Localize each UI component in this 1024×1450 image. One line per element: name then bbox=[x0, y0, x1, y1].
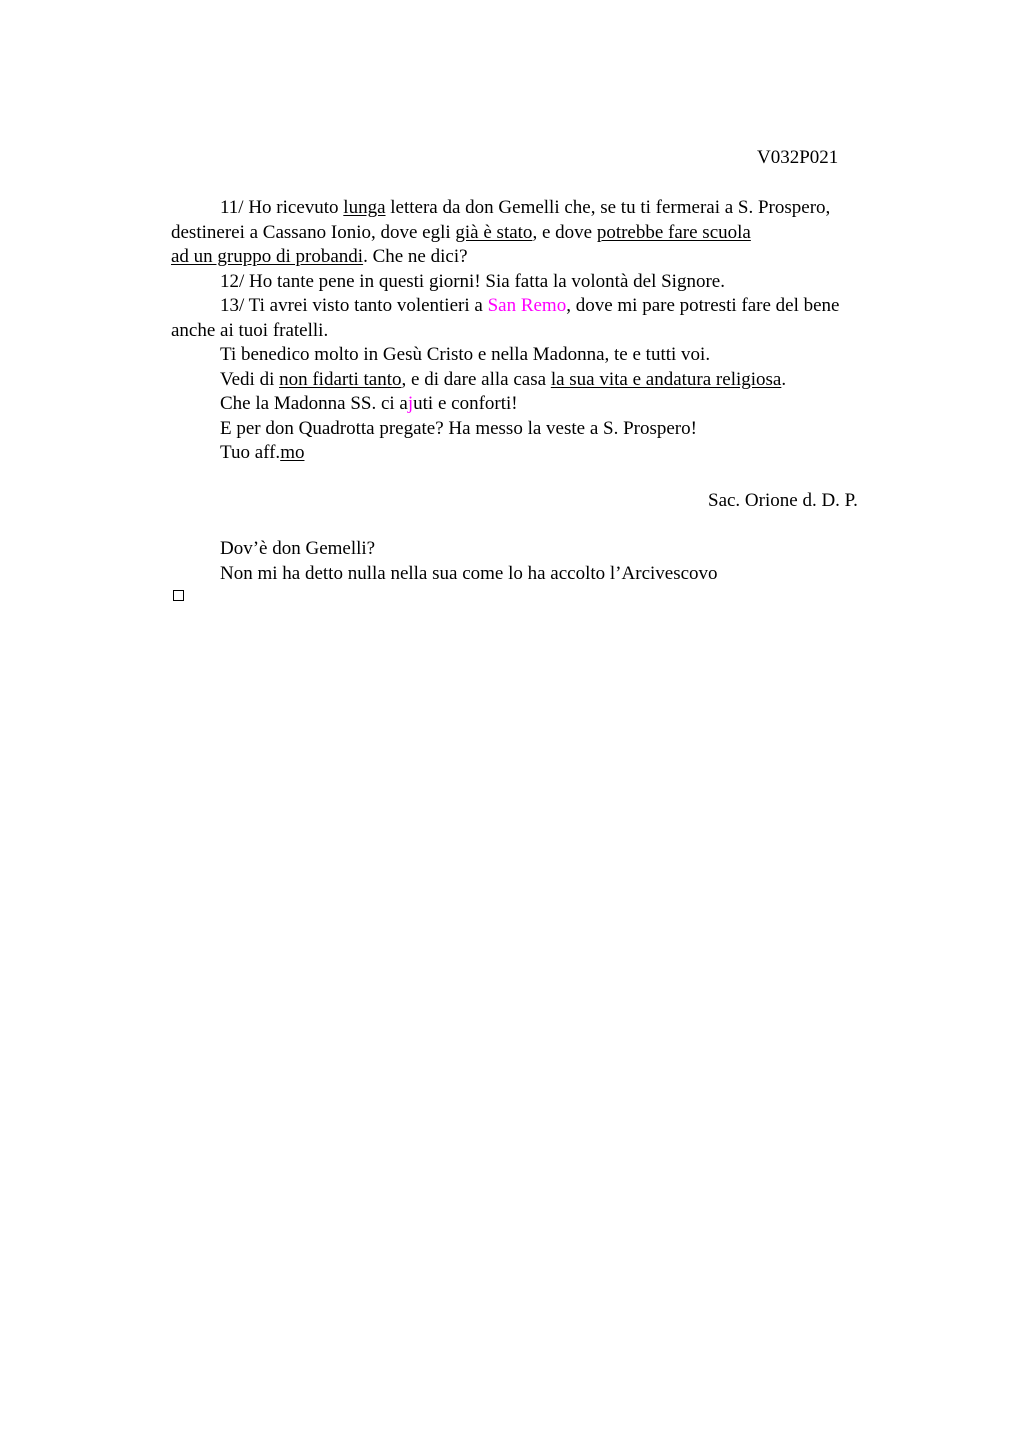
madonna-line bbox=[171, 392, 906, 417]
underlined-text: già è stato bbox=[455, 221, 533, 243]
postscript-line-1: Dov’è don Gemelli? bbox=[220, 538, 376, 559]
paragraph-11-line-3 bbox=[171, 245, 906, 270]
blessing-line: Ti benedico molto in Gesù Cristo e nella Madonna, te e tutti voi. bbox=[220, 344, 711, 365]
page-id: V032P021 bbox=[757, 147, 839, 168]
text-segment: , dove mi pare potresti fare del bene bbox=[566, 295, 840, 316]
text-segment: . Che ne dici? bbox=[363, 246, 468, 267]
underlined-text: la sua vita e andatura religiosa bbox=[550, 368, 782, 390]
highlighted-letter: j bbox=[407, 393, 414, 414]
postscript-line-2: Non mi ha detto nulla nella sua come lo ha accolto l’Arcivescovo bbox=[220, 562, 718, 584]
text-segment: 13/ Ti avrei visto tanto volentieri a bbox=[220, 295, 488, 316]
underlined-text: lunga bbox=[343, 197, 386, 218]
text-segment: uti e conforti! bbox=[413, 393, 518, 414]
closing-line bbox=[171, 441, 906, 466]
underlined-text: potrebbe fare scuola bbox=[596, 221, 751, 243]
text-segment: Che la Madonna SS. ci a bbox=[220, 393, 408, 414]
letter-body bbox=[171, 196, 906, 466]
paragraph-11-line-1 bbox=[171, 196, 906, 221]
paragraph-12: 12/ Ho tante pene in questi giorni! Sia fatta la volontà del Signore. bbox=[220, 270, 725, 292]
signature: Sac. Orione d. D. P. bbox=[708, 490, 858, 511]
text-segment: , e di dare alla casa bbox=[401, 368, 551, 390]
text-segment: destinerei a Cassano Ionio, dove egli bbox=[171, 221, 456, 243]
underlined-text: mo bbox=[280, 442, 305, 463]
text-segment: lettera da don Gemelli che, se tu ti fermerai a S. Prospero, bbox=[385, 197, 831, 218]
highlighted-place-name: San Remo bbox=[487, 295, 567, 316]
text-segment: Vedi di bbox=[220, 368, 280, 390]
text-segment: , e dove bbox=[532, 221, 597, 243]
vedi-line bbox=[171, 368, 906, 393]
paragraph-13-line-2: anche ai tuoi fratelli. bbox=[171, 319, 329, 341]
postscript bbox=[171, 537, 906, 586]
paragraph-11-line-2 bbox=[171, 221, 906, 246]
underlined-text: ad un gruppo di probandi bbox=[171, 246, 364, 267]
text-segment: Tuo aff. bbox=[220, 442, 281, 463]
paragraph-13-line-1 bbox=[171, 294, 906, 319]
underlined-text: non fidarti tanto bbox=[279, 368, 402, 390]
empty-square-icon bbox=[173, 590, 184, 601]
quadrotta-line: E per don Quadrotta pregate? Ha messo la veste a S. Prospero! bbox=[220, 417, 697, 439]
text-segment: 11/ Ho ricevuto bbox=[220, 197, 344, 218]
text-segment: . bbox=[781, 368, 787, 390]
